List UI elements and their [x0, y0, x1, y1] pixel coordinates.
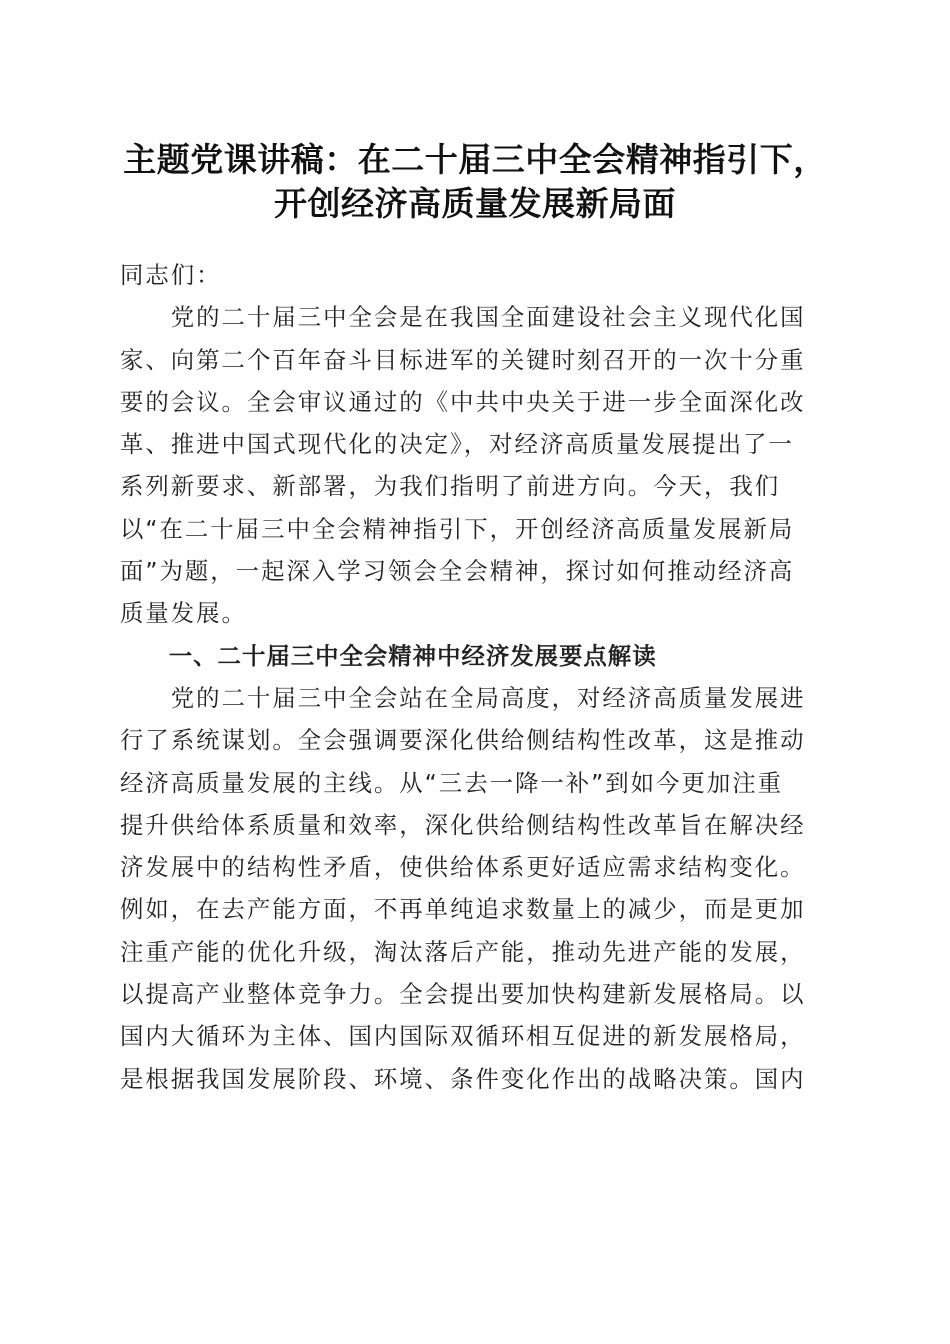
paragraph-line: 党的二十届三中全会是在我国全面建设社会主义现代化国 [120, 303, 806, 332]
paragraph-line: 例如，在去产能方面，不再单纯追求数量上的减少，而是更加 [120, 895, 806, 924]
document-body [120, 254, 830, 1100]
title-line-2: 开创经济高质量发展新局面 [274, 184, 676, 223]
paragraph-2 [120, 677, 830, 1100]
paragraph-line: 以“在二十届三中全会精神指引下，开创经济高质量发展新局 [120, 514, 795, 543]
paragraph-line: 面”为题，一起深入学习领会全会精神，探讨如何推动经济高 [120, 557, 795, 586]
paragraph-line: 注重产能的优化升级，淘汰落后产能，推动先进产能的发展， [120, 937, 806, 966]
paragraph-1 [120, 296, 830, 634]
paragraph-line: 要的会议。全会审议通过的《中共中央关于进一步全面深化改 [120, 387, 806, 416]
paragraph-line: 国内大循环为主体、国内国际双循环相互促进的新发展格局， [120, 1022, 806, 1051]
paragraph-line: 济发展中的结构性矛盾，使供给体系更好适应需求结构变化。 [120, 853, 806, 882]
paragraph-line: 党的二十届三中全会站在全局高度，对经济高质量发展进 [120, 683, 806, 712]
paragraph-line: 是根据我国发展阶段、环境、条件变化作出的战略决策。国内 [120, 1064, 806, 1093]
title-line-1: 主题党课讲稿：在二十届三中全会精神指引下， [123, 140, 827, 179]
paragraph-line: 质量发展。 [120, 599, 247, 628]
salutation: 同志们： [120, 261, 222, 289]
paragraph-line: 经济高质量发展的主线。从“三去一降一补”到如今更加注重 [120, 768, 783, 797]
section-heading: 一、二十届三中全会精神中经济发展要点解读 [120, 641, 657, 670]
paragraph-line: 以提高产业整体竞争力。全会提出要加快构建新发展格局。以 [120, 980, 806, 1009]
paragraph-line: 提升供给体系质量和效率，深化供给侧结构性改革旨在解决经 [120, 810, 806, 839]
paragraph-line: 行了系统谋划。全会强调要深化供给侧结构性改革，这是推动 [120, 726, 806, 755]
paragraph-line: 系列新要求、新部署，为我们指明了前进方向。今天，我们 [120, 472, 781, 501]
document-title [100, 138, 850, 226]
paragraph-line: 革、推进中国式现代化的决定》，对经济高质量发展提出了一 [120, 430, 794, 459]
paragraph-line: 家、向第二个百年奋斗目标进军的关键时刻召开的一次十分重 [120, 345, 806, 374]
